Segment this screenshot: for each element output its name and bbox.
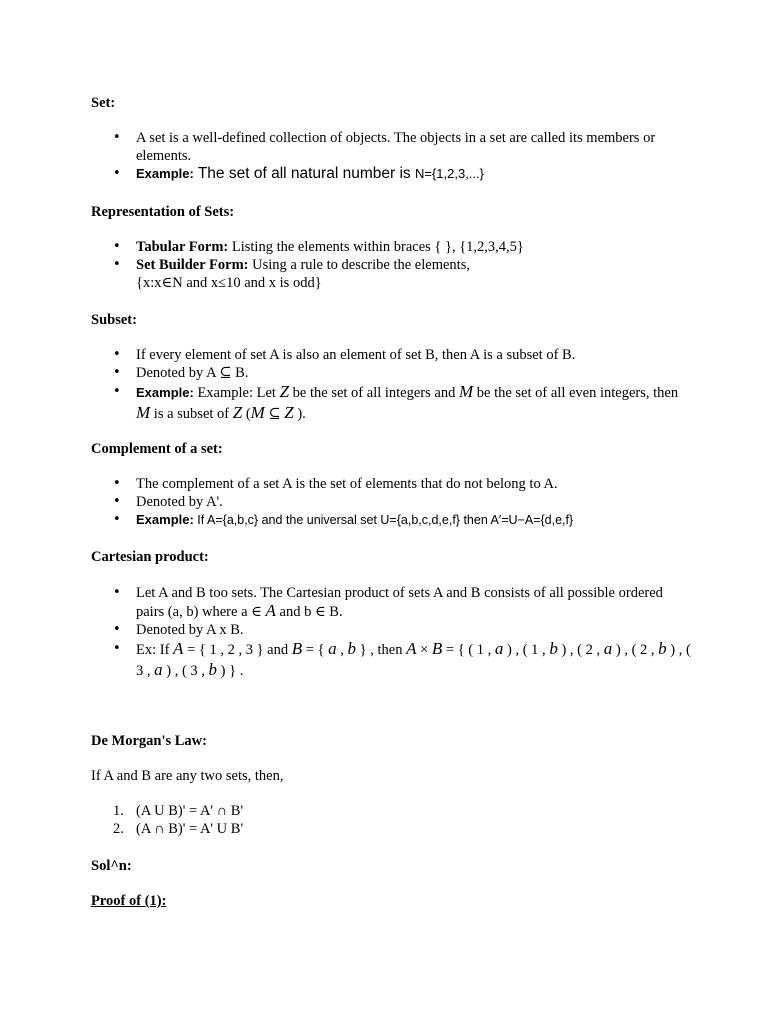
list-item: 2. (A ∩ B)' = A' U B' xyxy=(113,821,244,837)
heading-subset: Subset: xyxy=(91,312,137,328)
heading-demorgan: De Morgan's Law: xyxy=(91,733,207,749)
representation-list xyxy=(91,238,691,292)
list-item: • Ex: If A = { 1 , 2 , 3 } and B = { a , b } , then A × B = { ( 1 , a ) , ( 1 , b ) , ( 2 , a ) , ( 2 , b ) , ( 3 , a ) , ( 3 , b ) } . xyxy=(91,639,691,681)
heading-cartesian: Cartesian product: xyxy=(91,549,209,565)
list-item: • A set is a well-defined collection of objects. The objects in a set are called its members or elements. xyxy=(91,129,691,165)
solution-heading: Sol^n: xyxy=(91,858,132,874)
list-item: 1. (A U B)' = A' ∩ B' xyxy=(113,803,244,819)
demorgan-list xyxy=(91,802,691,838)
list-item: • Set Builder Form: Using a rule to describe the elements, {x:x∈N and x≤10 and x is odd} xyxy=(91,256,691,292)
cartesian-list xyxy=(91,584,691,681)
list-item: • Denoted by A x B. xyxy=(91,621,691,639)
list-item: • The complement of a set A is the set of elements that do not belong to A. xyxy=(91,475,691,493)
heading-representation: Representation of Sets: xyxy=(91,204,235,220)
list-item: • Example: Example: Let Z be the set of all integers and M be the set of all even integers, then M is a subset of Z (M ⊆ Z ). xyxy=(91,382,691,424)
heading-complement: Complement of a set: xyxy=(91,441,223,457)
list-item: • Example: If A={a,b,c} and the universal set U={a,b,c,d,e,f} then A′=U−A={d,e,f} xyxy=(91,511,691,529)
list-item: • Denoted by A'. xyxy=(91,493,691,511)
proof-heading: Proof of (1): xyxy=(91,893,167,909)
list-item: • Tabular Form: Listing the elements within braces { }, {1,2,3,4,5} xyxy=(91,238,691,256)
list-item: • If every element of set A is also an element of set B, then A is a subset of B. xyxy=(91,346,691,364)
list-item: • Example: The set of all natural number is N={1,2,3,...} xyxy=(91,165,691,183)
demorgan-intro: If A and B are any two sets, then, xyxy=(91,768,284,784)
set-list xyxy=(91,129,691,183)
complement-list xyxy=(91,475,691,529)
list-item: • Denoted by A ⊆ B. xyxy=(91,364,691,382)
heading-set: Set: xyxy=(91,95,116,111)
subset-list xyxy=(91,346,691,424)
list-item: • Let A and B too sets. The Cartesian product of sets A and B consists of all possible ordered pairs (a, b) where a ∈ A and b ∈ B. xyxy=(91,584,691,621)
